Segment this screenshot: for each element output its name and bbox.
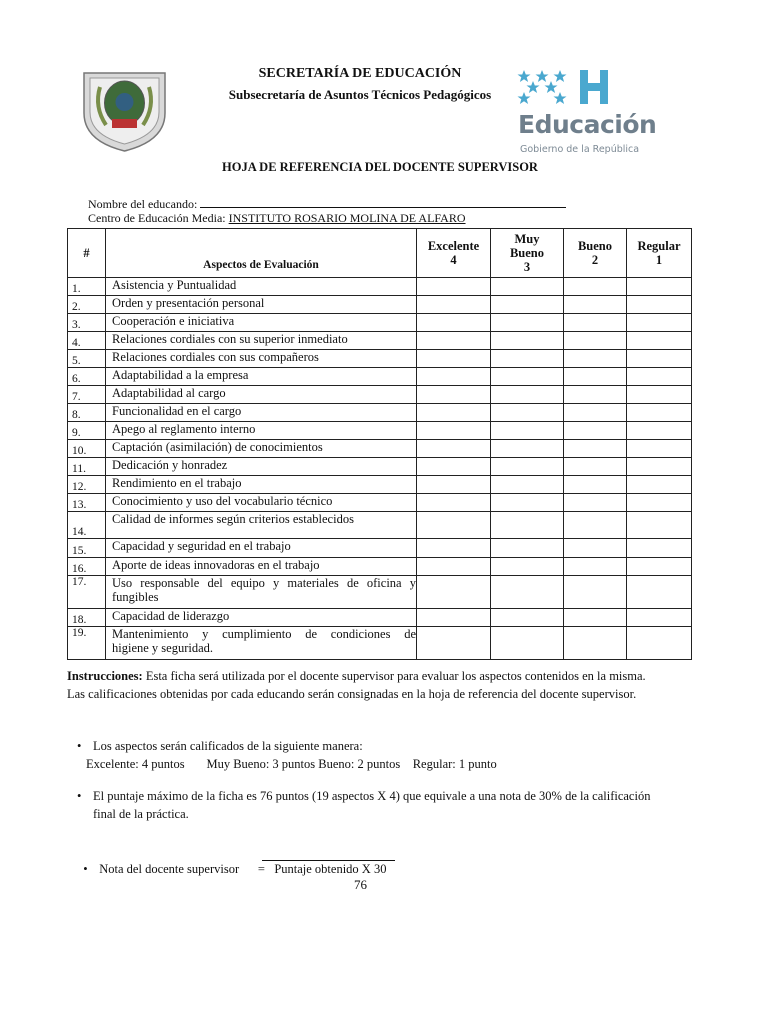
row-aspect: Capacidad de liderazgo [106,609,417,627]
suborg-title: Subsecretaría de Asuntos Técnicos Pedagógicos [228,87,492,102]
header-regular-label: Regular [637,239,681,253]
scale-values: Excelente: 4 puntos Muy Bueno: 3 puntos Bueno: 2 puntos Regular: 1 punto [86,757,497,771]
bullet-max-score [77,787,657,823]
row-number: 18. [68,609,106,627]
score-cell-regular[interactable] [627,296,692,314]
score-cell-regular[interactable] [627,368,692,386]
row-aspect: Dedicación y honradez [106,458,417,476]
table-row [68,368,692,386]
bullet-dot-icon: • [77,739,82,753]
score-cell-regular[interactable] [627,576,692,609]
row-number: 3. [68,314,106,332]
row-aspect: Relaciones cordiales con sus compañeros [106,350,417,368]
score-cell-excelente[interactable] [417,278,491,296]
score-cell-excelente[interactable] [417,350,491,368]
score-cell-bueno[interactable] [564,476,627,494]
table-row [68,576,692,609]
score-cell-muy-bueno[interactable] [491,458,564,476]
score-cell-muy-bueno[interactable] [491,539,564,558]
header-muy-bueno [491,229,564,278]
score-cell-regular[interactable] [627,440,692,458]
score-cell-muy-bueno[interactable] [491,512,564,539]
score-cell-bueno[interactable] [564,609,627,627]
row-aspect-line1: Mantenimiento y cumplimiento de condiciones de [112,627,416,641]
table-row [68,512,692,539]
score-cell-excelente[interactable] [417,296,491,314]
header-num: # [68,229,106,278]
instructions-paragraph [67,667,647,703]
row-aspect: Capacidad y seguridad en el trabajo [106,539,417,558]
score-cell-excelente[interactable] [417,404,491,422]
score-cell-bueno[interactable] [564,558,627,576]
center-field [88,211,466,226]
header-excelente-value: 4 [450,253,457,267]
table-row [68,539,692,558]
table-row [68,350,692,368]
center-label: Centro de Educación Media: [88,211,226,225]
table-row [68,476,692,494]
table-row [68,404,692,422]
table-row [68,386,692,404]
score-cell-excelente[interactable] [417,558,491,576]
score-cell-muy-bueno[interactable] [491,404,564,422]
student-name-label: Nombre del educando: [88,197,198,211]
score-cell-bueno[interactable] [564,512,627,539]
row-number: 8. [68,404,106,422]
score-cell-regular[interactable] [627,609,692,627]
row-aspect: Rendimiento en el trabajo [106,476,417,494]
score-cell-excelente[interactable] [417,314,491,332]
score-cell-regular[interactable] [627,539,692,558]
row-aspect [106,576,417,609]
score-cell-excelente[interactable] [417,332,491,350]
score-cell-bueno[interactable] [564,576,627,609]
row-number: 6. [68,368,106,386]
table-row [68,332,692,350]
score-cell-excelente[interactable] [417,440,491,458]
row-number: 9. [68,422,106,440]
row-number: 15. [68,539,106,558]
school-seal-logo [76,67,173,154]
header-excelente-label: Excelente [427,239,480,253]
header-bueno [564,229,627,278]
row-number: 16. [68,558,106,576]
score-cell-regular[interactable] [627,458,692,476]
row-aspect: Relaciones cordiales con su superior inmediato [106,332,417,350]
stars-icon [516,68,576,108]
logo-subtitle: Gobierno de la República [520,144,640,155]
header-regular-value: 1 [655,253,663,267]
score-cell-regular[interactable] [627,386,692,404]
header-muy-bueno-label: Muy Bueno [509,232,545,260]
score-cell-bueno[interactable] [564,539,627,558]
row-aspect: Aporte de ideas innovadoras en el trabajo [106,558,417,576]
bullet-scale [77,737,363,755]
row-number: 19. [68,627,106,660]
score-cell-bueno[interactable] [564,440,627,458]
score-cell-regular[interactable] [627,627,692,660]
table-row [68,314,692,332]
formula-label: Nota del docente supervisor [99,862,240,876]
score-cell-regular[interactable] [627,350,692,368]
logo-wordmark: Educación [518,110,657,139]
row-number: 4. [68,332,106,350]
score-cell-excelente[interactable] [417,627,491,660]
h-mark-icon [578,70,610,104]
header-excelente [417,229,491,278]
score-cell-muy-bueno[interactable] [491,368,564,386]
score-cell-excelente[interactable] [417,422,491,440]
row-number: 12. [68,476,106,494]
score-cell-regular[interactable] [627,404,692,422]
score-cell-bueno[interactable] [564,278,627,296]
score-cell-bueno[interactable] [564,332,627,350]
score-cell-regular[interactable] [627,278,692,296]
score-cell-regular[interactable] [627,494,692,512]
score-cell-bueno[interactable] [564,386,627,404]
row-aspect-line2: higiene y seguridad. [112,641,214,655]
row-number: 11. [68,458,106,476]
score-cell-muy-bueno[interactable] [491,576,564,609]
formula-expression: = Puntaje obtenido X 30 [257,862,387,876]
table-row [68,440,692,458]
row-number: 10. [68,440,106,458]
score-cell-muy-bueno[interactable] [491,422,564,440]
score-cell-excelente[interactable] [417,576,491,609]
score-cell-muy-bueno[interactable] [491,278,564,296]
row-aspect: Captación (asimilación) de conocimientos [106,440,417,458]
score-cell-excelente[interactable] [417,494,491,512]
bullet-dot-icon: • [77,789,82,803]
row-number: 17. [68,576,106,609]
center-value: INSTITUTO ROSARIO MOLINA DE ALFARO [228,211,466,225]
row-number: 2. [68,296,106,314]
score-cell-excelente[interactable] [417,609,491,627]
score-cell-muy-bueno[interactable] [491,314,564,332]
bullet-dot-icon: • [83,862,88,876]
row-aspect-line2: fungibles [112,590,159,604]
table-row [68,296,692,314]
score-cell-muy-bueno[interactable] [491,350,564,368]
score-cell-bueno[interactable] [564,494,627,512]
score-cell-regular[interactable] [627,422,692,440]
score-cell-bueno[interactable] [564,422,627,440]
header-regular [627,229,692,278]
row-aspect: Calidad de informes según criterios establecidos [106,512,417,539]
instructions-text: Esta ficha será utilizada por el docente supervisor para evaluar los aspectos contenidos en la misma. Las calificaciones obtenidas por cada educando serán consignadas en la hoja de referencia del docente supervisor. [67,669,646,701]
document-title: HOJA DE REFERENCIA DEL DOCENTE SUPERVISOR [222,160,538,174]
row-number: 1. [68,278,106,296]
score-cell-excelente[interactable] [417,368,491,386]
student-name-field[interactable] [88,195,566,212]
table-row [68,494,692,512]
score-cell-bueno[interactable] [564,404,627,422]
header-muy-bueno-value: 3 [523,260,531,274]
score-cell-muy-bueno[interactable] [491,332,564,350]
score-cell-bueno[interactable] [564,627,627,660]
header-bueno-label: Bueno [577,239,613,253]
org-title: SECRETARÍA DE EDUCACIÓN [258,66,462,81]
row-aspect: Conocimiento y uso del vocabulario técnico [106,494,417,512]
score-cell-bueno[interactable] [564,368,627,386]
score-cell-muy-bueno[interactable] [491,296,564,314]
bullet-scale-text: Los aspectos serán calificados de la siguiente manera: [93,739,363,753]
row-number: 7. [68,386,106,404]
score-cell-regular[interactable] [627,314,692,332]
table-row [68,558,692,576]
educacion-logo [516,68,666,160]
header-bueno-value: 2 [591,253,599,267]
row-aspect: Funcionalidad en el cargo [106,404,417,422]
row-aspect: Orden y presentación personal [106,296,417,314]
row-number: 5. [68,350,106,368]
score-cell-bueno[interactable] [564,458,627,476]
table-row [68,422,692,440]
row-aspect-line1: Uso responsable del equipo y materiales de oficina y [112,576,416,590]
table-row [68,627,692,660]
score-cell-regular[interactable] [627,558,692,576]
row-aspect: Asistencia y Puntualidad [106,278,417,296]
score-cell-regular[interactable] [627,476,692,494]
table-row [68,609,692,627]
student-name-blank[interactable] [200,195,566,208]
score-cell-excelente[interactable] [417,476,491,494]
evaluation-table [67,228,692,660]
score-cell-muy-bueno[interactable] [491,494,564,512]
row-number: 13. [68,494,106,512]
row-aspect: Cooperación e iniciativa [106,314,417,332]
score-cell-muy-bueno[interactable] [491,476,564,494]
row-aspect [106,627,417,660]
score-cell-excelente[interactable] [417,458,491,476]
fraction-line [262,860,395,861]
instructions-label: Instrucciones: [67,669,143,683]
table-row [68,278,692,296]
score-cell-excelente[interactable] [417,539,491,558]
score-cell-excelente[interactable] [417,386,491,404]
score-cell-bueno[interactable] [564,296,627,314]
score-cell-muy-bueno[interactable] [491,609,564,627]
row-number: 14. [68,512,106,539]
table-header-row [68,229,692,278]
bullet-max-score-text: El puntaje máximo de la ficha es 76 puntos (19 aspectos X 4) que equivale a una nota de 30% de la calificación final de la práctica. [93,789,651,821]
table-row [68,458,692,476]
score-cell-regular[interactable] [627,512,692,539]
score-cell-bueno[interactable] [564,350,627,368]
score-cell-regular[interactable] [627,332,692,350]
row-aspect: Adaptabilidad a la empresa [106,368,417,386]
score-cell-excelente[interactable] [417,512,491,539]
row-aspect: Adaptabilidad al cargo [106,386,417,404]
score-cell-muy-bueno[interactable] [491,386,564,404]
score-cell-muy-bueno[interactable] [491,558,564,576]
page-number: 76 [354,877,367,892]
score-cell-bueno[interactable] [564,314,627,332]
score-cell-muy-bueno[interactable] [491,627,564,660]
row-aspect: Apego al reglamento interno [106,422,417,440]
score-cell-muy-bueno[interactable] [491,440,564,458]
header-aspect: Aspectos de Evaluación [106,229,417,278]
